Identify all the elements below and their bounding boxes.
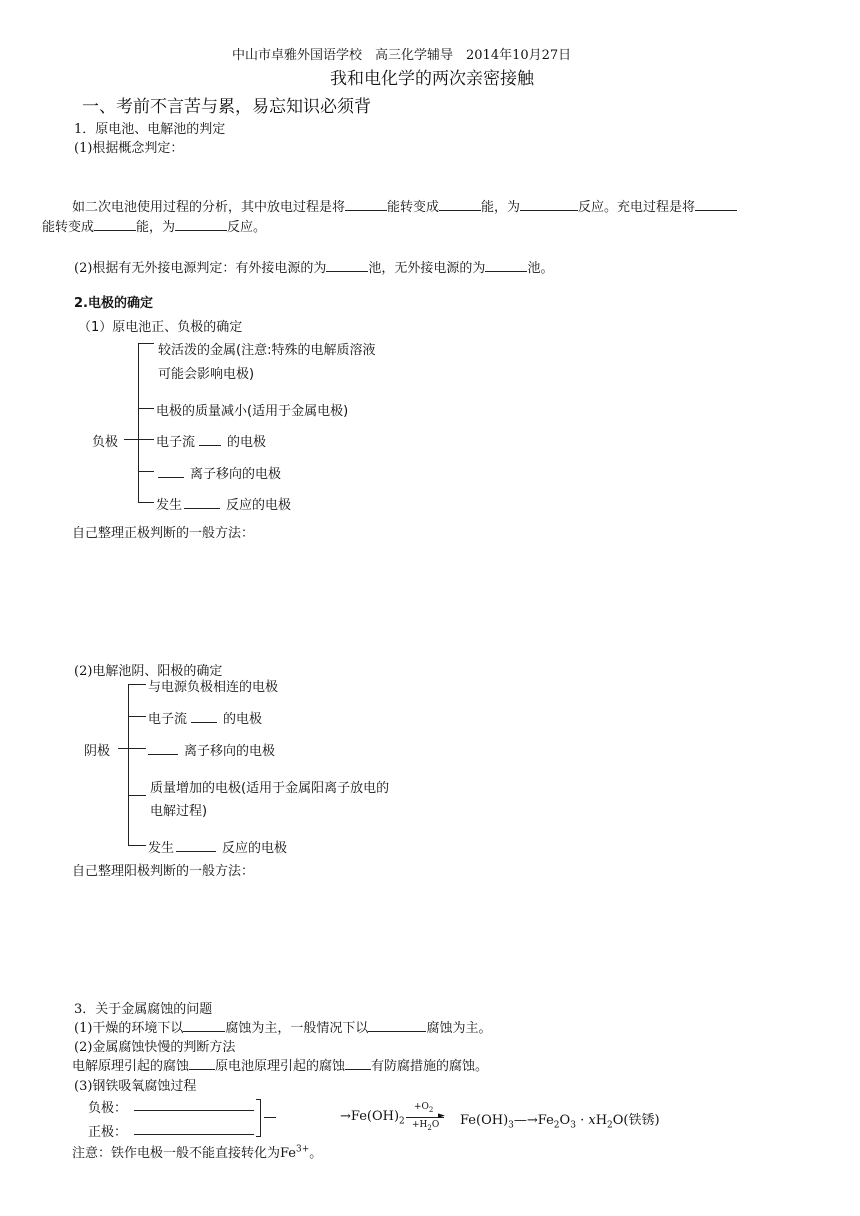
text: 原电池原理引起的腐蚀	[215, 1059, 346, 1074]
text: 反应的电极	[222, 841, 288, 856]
text: 的电极	[223, 712, 263, 727]
reagent-h2o	[412, 1120, 439, 1132]
cathode-item	[148, 708, 262, 727]
text: 池，无外接电源的为	[368, 261, 486, 276]
q3-p2-line	[72, 1055, 488, 1074]
text: 如二次电池使用过程的分析，其中放电过程是将	[72, 200, 346, 215]
text: O	[431, 1120, 440, 1130]
subscript: 2	[427, 1123, 432, 1132]
bracket-line	[138, 471, 154, 472]
answer-blank[interactable]	[345, 1057, 371, 1070]
answer-blank[interactable]	[520, 198, 578, 211]
text: 能，为	[136, 220, 176, 235]
q2-heading: 2.电极的确定	[74, 296, 153, 311]
answer-blank[interactable]	[183, 1019, 225, 1032]
reaction-chain-2	[460, 1109, 660, 1131]
answer-blank[interactable]	[176, 839, 216, 852]
bracket-line	[256, 1099, 261, 1100]
text: 能转变成	[42, 220, 95, 235]
answer-blank[interactable]	[695, 198, 737, 211]
q3-p3: (3)钢铁吸氧腐蚀过程	[74, 1079, 197, 1094]
text: 发生	[156, 498, 183, 513]
section-heading: 一、考前不言苦与累，易忘知识必须背	[82, 97, 371, 117]
superscript: 3+	[296, 1144, 310, 1155]
answer-blank[interactable]	[175, 218, 227, 231]
variable: x	[588, 1113, 596, 1128]
subscript: 2	[428, 1105, 434, 1114]
text: 。	[309, 1146, 323, 1161]
text: 离子移向的电极	[184, 744, 276, 759]
text: 有防腐措施的腐蚀。	[371, 1059, 489, 1074]
formula: O	[559, 1113, 571, 1128]
answer-blank[interactable]	[189, 1057, 215, 1070]
bracket-line	[260, 1099, 261, 1137]
reagent-o2	[414, 1102, 433, 1114]
answer-blank[interactable]	[158, 465, 184, 478]
text: 能转变成	[387, 200, 440, 215]
bracket-line	[138, 343, 154, 344]
neg-item	[156, 494, 291, 513]
q2-sub2: (2)电解池阴、阳极的确定	[74, 664, 223, 679]
bracket-line	[138, 502, 154, 503]
formula: H	[595, 1113, 608, 1128]
bracket-line	[128, 795, 146, 796]
answer-blank[interactable]	[368, 1019, 426, 1032]
page-title: 我和电化学的两次亲密接触	[330, 69, 534, 89]
anode-note: 自己整理阳极判断的一般方法：	[72, 864, 255, 879]
answer-line-positive[interactable]	[134, 1134, 254, 1135]
text: ·	[575, 1113, 589, 1128]
neg-item: 较活泼的金属(注意:特殊的电解质溶液	[158, 343, 376, 358]
subscript: 3	[570, 1120, 576, 1131]
text: 电子流	[148, 712, 188, 727]
q3-heading: 3．关于金属腐蚀的问题	[74, 1002, 213, 1017]
text: 池。	[527, 261, 554, 276]
cathode-item	[148, 740, 275, 759]
answer-blank[interactable]	[439, 198, 481, 211]
formula: Fe(OH)	[350, 1109, 400, 1124]
text: 反应的电极	[226, 498, 292, 513]
text: 电子流	[156, 435, 196, 450]
subscript: 2	[553, 1120, 560, 1131]
answer-blank[interactable]	[326, 259, 368, 272]
answer-blank[interactable]	[148, 742, 178, 755]
text: 注意：铁作电极一般不能直接转化为Fe	[72, 1146, 297, 1161]
subscript: 3	[508, 1120, 514, 1131]
neg-item	[156, 431, 266, 450]
answer-blank[interactable]	[199, 433, 221, 446]
neg-item: 可能会影响电极)	[158, 367, 255, 382]
q1-heading: 1．原电池、电解池的判定	[74, 122, 226, 137]
q1-line-a	[72, 196, 737, 215]
subscript: 2	[399, 1116, 405, 1127]
text: 腐蚀为主。	[426, 1021, 492, 1036]
negative-electrode-label: 负极	[92, 435, 119, 450]
text: 能，为	[481, 200, 521, 215]
bracket-line	[128, 845, 146, 846]
positive-note: 自己整理正极判断的一般方法：	[72, 526, 255, 541]
bracket-line	[128, 716, 146, 717]
page-header: 中山市卓雅外国语学校 高三化学辅导 2014年10月27日	[232, 48, 572, 63]
text: 离子移向的电极	[190, 467, 282, 482]
text: (1)干燥的环境下以	[74, 1021, 184, 1036]
q3-p1	[74, 1017, 491, 1036]
bracket-line	[128, 684, 129, 846]
bracket-line	[124, 439, 154, 440]
q3-note	[72, 1142, 322, 1161]
text: +H	[412, 1120, 428, 1130]
q1-line-b	[42, 216, 266, 235]
text: 发生	[148, 841, 175, 856]
q3-p2: (2)金属腐蚀快慢的判断方法	[74, 1040, 236, 1055]
text: 的电极	[227, 435, 267, 450]
arrow-icon: —→	[513, 1113, 538, 1128]
subscript: 2	[607, 1120, 613, 1131]
text: 反应。充电过程是将	[578, 200, 696, 215]
text: +O	[414, 1102, 429, 1112]
q1-p1: (1)根据概念判定：	[74, 141, 184, 156]
text: 电解原理引起的腐蚀	[72, 1059, 190, 1074]
answer-blank[interactable]	[191, 710, 217, 723]
cathode-item: 与电源负极相连的电极	[148, 680, 279, 695]
arrow-icon: →	[340, 1109, 351, 1124]
bracket-line	[264, 1117, 276, 1118]
bracket-line	[256, 1136, 261, 1137]
text: 腐蚀为主，一般情况下以	[225, 1021, 369, 1036]
formula: Fe	[537, 1113, 554, 1128]
bracket-line	[118, 748, 146, 749]
answer-blank[interactable]	[94, 218, 136, 231]
bracket-line	[128, 684, 146, 685]
cathode-label: 阴极	[84, 744, 111, 759]
answer-blank[interactable]	[345, 198, 387, 211]
cathode-item	[148, 837, 287, 856]
cathode-item: 质量增加的电极(适用于金属阳离子放电的	[150, 781, 390, 796]
neg-item	[158, 463, 281, 482]
answer-blank[interactable]	[184, 496, 220, 509]
answer-line-negative[interactable]	[134, 1110, 254, 1111]
formula: O(铁锈)	[612, 1113, 660, 1128]
arrow-icon: ►	[438, 1111, 445, 1121]
bracket-line	[138, 343, 139, 503]
text: (2)根据有无外接电源判定：有外接电源的为	[74, 261, 327, 276]
text: 反应。	[227, 220, 267, 235]
formula: Fe(OH)	[460, 1113, 509, 1128]
negative-label: 负极：	[88, 1101, 128, 1116]
bracket-line	[138, 408, 154, 409]
reaction-chain	[340, 1109, 405, 1127]
cathode-item: 电解过程)	[150, 804, 208, 819]
q1-p2	[74, 257, 553, 276]
neg-item: 电极的质量减小(适用于金属电极)	[156, 404, 349, 419]
q2-sub1: （1）原电池正、负极的确定	[78, 320, 243, 335]
answer-blank[interactable]	[485, 259, 527, 272]
positive-label: 正极：	[88, 1125, 128, 1140]
